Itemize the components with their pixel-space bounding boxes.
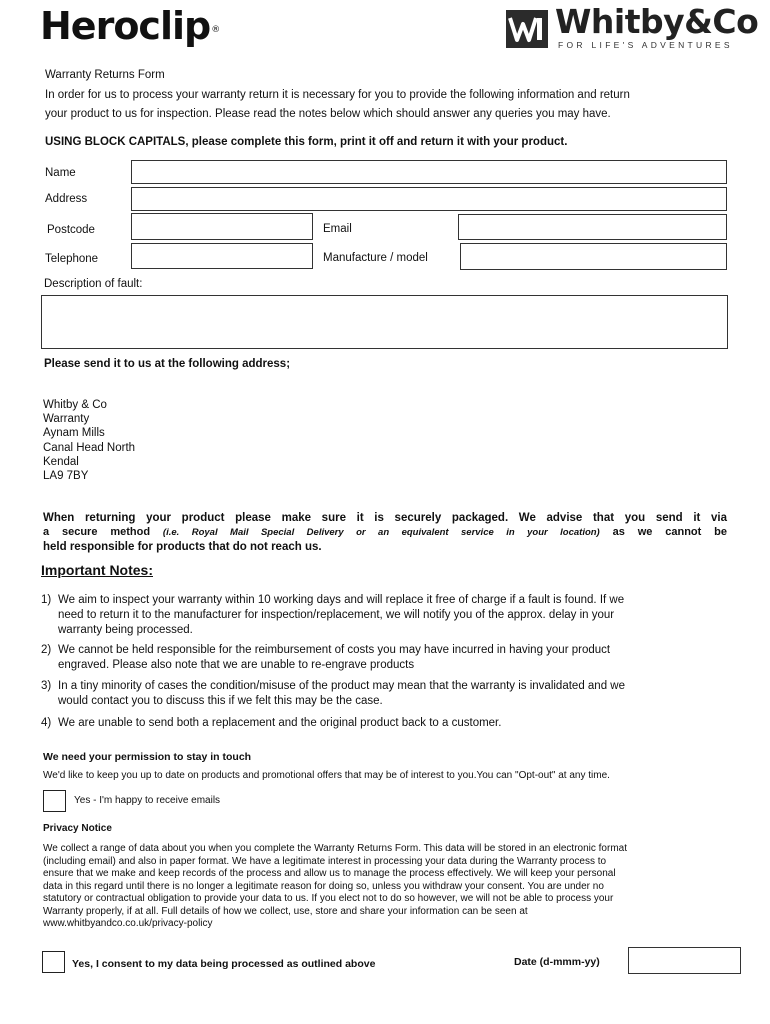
privacy-heading: Privacy Notice bbox=[43, 823, 112, 834]
description-label: Description of fault: bbox=[44, 278, 143, 290]
form-title: Warranty Returns Form bbox=[45, 69, 165, 81]
address-label: Address bbox=[45, 193, 88, 205]
postcode-input[interactable] bbox=[131, 213, 313, 240]
packaging-italic: (i.e. Royal Mail Special Delivery or an equivalent service in your location) bbox=[162, 527, 600, 538]
email-consent-checkbox[interactable] bbox=[43, 790, 66, 812]
note-item-3: 3) In a tiny minority of cases the condition/misuse of the product may mean that the warranty is invalidated and we would contact you to discuss this if we felt this may be the case. bbox=[41, 680, 625, 707]
address-line: Canal Head North bbox=[43, 441, 136, 454]
address-line: LA9 7BY bbox=[43, 470, 89, 483]
block-capitals-instruction: USING BLOCK CAPITALS, please complete this form, print it off and return it with your product. bbox=[45, 136, 568, 148]
note-item-1: 1) We aim to inspect your warranty within 10 working days and will replace it free of charge if a fault is found. If we need to return it to the manufacturer for inspection/replacement, we will notify you of the approx. delay in your warranty being processed. bbox=[41, 594, 625, 636]
email-label: Email bbox=[323, 223, 352, 235]
registered-mark: ® bbox=[211, 25, 220, 35]
permission-text: We'd like to keep you up to date on products and promotional offers that may be of interest to you.You can "Opt-out" at any time. bbox=[43, 770, 610, 781]
packaging-line-1: When returning your product please make sure it is securely packaged. We advise that you send it via bbox=[43, 512, 727, 524]
manufacture-model-label: Manufacture / model bbox=[323, 252, 428, 264]
description-textarea[interactable] bbox=[41, 295, 728, 349]
return-address bbox=[43, 398, 135, 483]
intro-line-1: In order for us to process your warranty return it is necessary for you to provide the following information and return bbox=[45, 89, 630, 101]
name-input[interactable] bbox=[131, 160, 727, 184]
packaging-line-2: a secure method (i.e. Royal Mail Special Delivery or an equivalent service in your location) as we cannot be bbox=[43, 526, 727, 538]
send-heading: Please send it to us at the following address; bbox=[44, 358, 291, 370]
telephone-label: Telephone bbox=[45, 253, 99, 265]
packaging-line-3: held responsible for products that do not reach us. bbox=[43, 541, 322, 553]
packaging-notice bbox=[43, 511, 727, 554]
date-label: Date (d-mmm-yy) bbox=[514, 956, 600, 968]
permission-heading: We need your permission to stay in touch bbox=[43, 751, 252, 763]
postcode-label: Postcode bbox=[47, 224, 95, 236]
note-item-4: 4) We are unable to send both a replacement and the original product back to a customer. bbox=[41, 717, 502, 729]
privacy-text: We collect a range of data about you when you complete the Warranty Returns Form. This data will be stored in an electronic format (including email) and also in paper format. We have a legitimate interest in processing your data during the Warranty process to ensure that we make and keep records of the process and allow us to manage the process effectively. We will keep your personal data in this regard until there is no longer a legitimate reason for doing so, unless you withdraw your consent. You are under no statutory or contractual obligation to provide your data to us. If you elect not to do so however, we will not be able to process your Warranty properly, if at all. Full details of how we collect, use, store and share your information can be seen at www.whitbyandco.co.uk/privacy-policy bbox=[43, 843, 627, 929]
heroclip-logo-text: Heroclip bbox=[40, 4, 211, 48]
address-line: Kendal bbox=[43, 455, 79, 468]
data-consent-label: Yes, I consent to my data being processed as outlined above bbox=[72, 958, 376, 970]
date-input[interactable] bbox=[628, 947, 741, 974]
important-notes-heading: Important Notes: bbox=[41, 562, 153, 578]
whitby-w-logo-icon bbox=[506, 10, 548, 48]
address-line: Aynam Mills bbox=[43, 427, 105, 440]
name-label: Name bbox=[45, 167, 76, 179]
data-consent-checkbox[interactable] bbox=[42, 951, 65, 973]
telephone-input[interactable] bbox=[131, 243, 313, 269]
manufacture-model-input[interactable] bbox=[460, 243, 727, 270]
address-line: Warranty bbox=[43, 413, 90, 426]
email-consent-label: Yes - I'm happy to receive emails bbox=[74, 795, 221, 806]
whitby-tagline: FOR LIFE'S ADVENTURES bbox=[558, 40, 733, 50]
address-line: Whitby & Co bbox=[43, 399, 107, 411]
heroclip-logo bbox=[40, 4, 219, 48]
note-item-2: 2) We cannot be held responsible for the reimbursement of costs you may have incurred in having your product engraved. Please also note that we are unable to re-engrave products bbox=[41, 644, 611, 671]
address-input[interactable] bbox=[131, 187, 727, 211]
email-input[interactable] bbox=[458, 214, 727, 240]
intro-line-2: your product to us for inspection. Please read the notes below which should answer any queries you may have. bbox=[45, 108, 611, 120]
whitby-brand-name: Whitby&Co bbox=[555, 2, 759, 41]
